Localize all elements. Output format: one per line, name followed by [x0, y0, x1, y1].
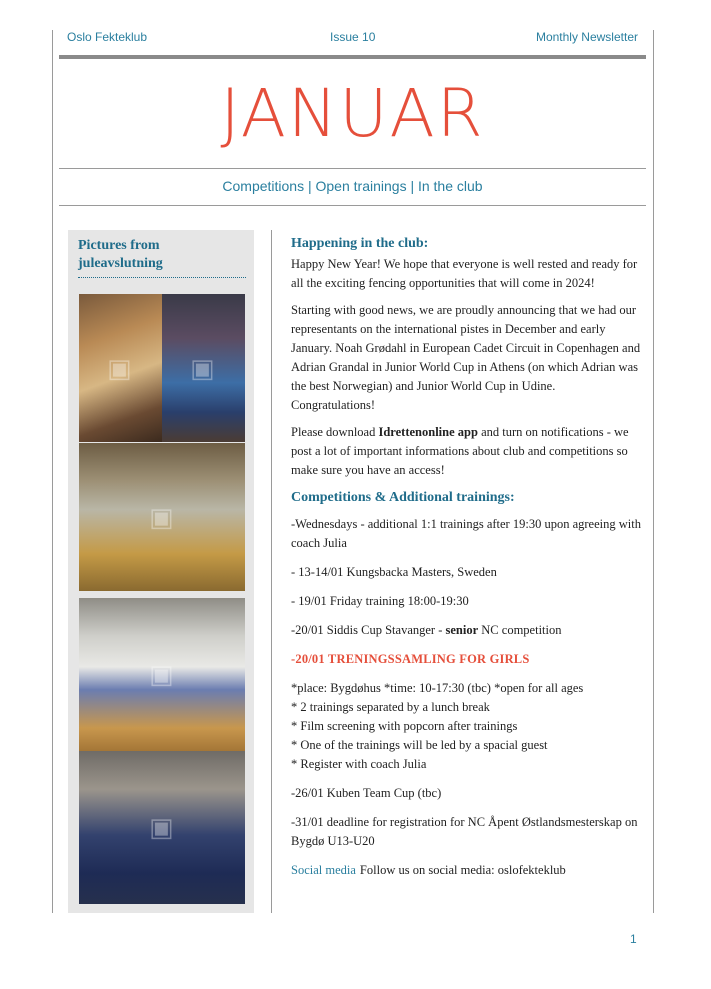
header-issue: Issue 10 — [330, 30, 376, 44]
header-rule — [59, 55, 646, 59]
sidebar-divider — [78, 277, 246, 278]
main-column — [291, 234, 641, 880]
competitions-heading: Competitions & Additional trainings: — [291, 490, 515, 505]
section-subnav: Competitions | Open trainings | In the club — [222, 178, 483, 194]
photo-sidebar — [68, 230, 254, 913]
subnav-bottom-rule — [59, 205, 646, 206]
detail-line: * Film screening with popcorn after trainings — [291, 719, 518, 733]
app-text-before: Please download — [291, 425, 379, 439]
page-title: JANUAR — [220, 75, 485, 152]
list-item-kungsbacka: - 13-14/01 Kungsbacka Masters, Sweden — [291, 565, 497, 579]
list-item-registration-deadline: -31/01 deadline for registration for NC Åpent Østlandsmesterskap on Bygdø U13-U20 — [291, 815, 638, 848]
sidebar-title: Pictures from juleavslutning — [78, 238, 163, 271]
photo-fencing-bout: ▣ — [79, 443, 245, 591]
happening-heading: Happening in the club: — [291, 236, 429, 251]
running-header — [60, 30, 646, 48]
photo-kids-party: ▣ — [162, 294, 245, 442]
app-name: Idrettenonline app — [378, 425, 478, 439]
photo-group: ▣ — [79, 598, 245, 751]
page-border-left — [52, 30, 53, 913]
social-media-line — [291, 861, 641, 880]
list-item-wednesdays: -Wednesdays - additional 1:1 trainings after 19:30 upon agreeing with coach Julia — [291, 517, 641, 550]
header-club-name: Oslo Fekteklub — [67, 30, 148, 44]
paragraph-app — [291, 423, 641, 480]
page-border-right — [653, 30, 654, 913]
siddis-text-before: -20/01 Siddis Cup Stavanger - — [291, 623, 446, 637]
girls-camp-alert: -20/01 TRENINGSSAMLING FOR GIRLS — [291, 652, 530, 666]
siddis-senior: senior — [445, 623, 479, 637]
girls-camp-details — [291, 679, 641, 774]
subnav-top-rule — [59, 168, 646, 169]
detail-line: *place: Bygdøhus *time: 10-17:30 (tbc) *open for all ages — [291, 681, 584, 695]
social-media-text: Follow us on social media: oslofekteklub — [359, 863, 566, 877]
siddis-text-after: NC competition — [478, 623, 562, 637]
header-newsletter-type: Monthly Newsletter — [535, 30, 638, 44]
photo-food-table: ▣ — [79, 294, 162, 442]
photo-coaches: ▣ — [79, 751, 245, 904]
list-item-friday-training: - 19/01 Friday training 18:00-19:30 — [291, 594, 469, 608]
detail-line: * 2 trainings separated by a lunch break — [291, 700, 490, 714]
list-item-kuben: -26/01 Kuben Team Cup (tbc) — [291, 786, 442, 800]
list-item-siddis-cup — [291, 621, 641, 640]
social-media-label[interactable]: Social media — [291, 863, 356, 877]
app-text-after: and turn on notifications - we post a lot of important informations about club and competitions so make sure you have an access! — [291, 425, 629, 477]
column-divider — [271, 230, 272, 913]
paragraph-good-news: Starting with good news, we are proudly announcing that we had our representants on the international pistes in December and early January. Noah Grødahl in European Cadet Circuit in Copenhagen and Adrian Grandal in Junior World Cup in Athens (on which Adrian was the best Norwegian) and Junior World Cup in Udine. Congratulations! — [291, 303, 641, 412]
detail-line: * One of the trainings will be led by a spacial guest — [291, 738, 548, 752]
page-number: 1 — [630, 932, 637, 946]
paragraph-new-year: Happy New Year! We hope that everyone is well rested and ready for all the exciting fencing opportunities that will come in 2024! — [291, 257, 638, 290]
detail-line: * Register with coach Julia — [291, 757, 427, 771]
